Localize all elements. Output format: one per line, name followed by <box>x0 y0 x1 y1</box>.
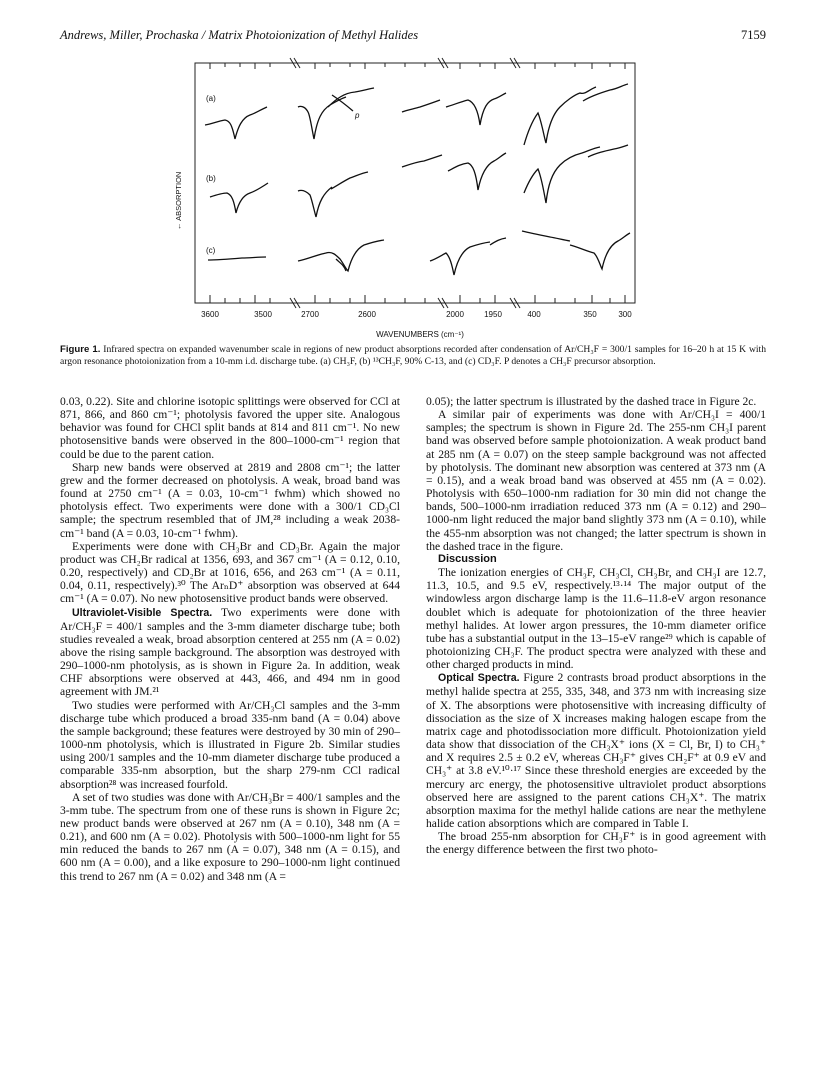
x-tick-2000: 2000 <box>446 310 464 319</box>
x-tick-3600: 3600 <box>201 310 219 319</box>
right-paragraph: The broad 255-nm absorption for CH₃F⁺ is in good agreement with the energy difference between the first two photo- <box>426 830 766 857</box>
left-column <box>60 395 400 883</box>
right-paragraph: The ionization energies of CH₃F, CH₃Cl, CH₃Br, and CH₃I are 12.7, 11.3, 10.5, and 9.5 eV, respectively.¹³·¹⁴ The major output of the windowless argon discharge lamp is the 11.6–11.8-eV argon resonance doublet which is adequate for photoionization of the three heavier methyl halides. At lower argon pressures, the 10-mm diameter orifice tube has a substantial output in the 13–15-eV range²⁹ which is capable of photoionizing CH₃F. The product spectra were analyzed with these and other charged products in mind. <box>426 566 766 672</box>
left-paragraph: A set of two studies was done with Ar/CH₃Br = 400/1 samples and the 3-mm tube. The spectrum from one of these runs is shown in Figure 2c; new product bands were observed at 267 nm (A = 0.10), 348 nm (A = 0.21), and 600 nm (A = 0.02). Photolysis with 500–1000-nm light for 55 min reduced the bands to 267 nm (A = 0.07), 348 nm (A = 0.15), and 600 nm (A = 0.00), and a like exposure to 290–1000-nm light continued this trend to 267 nm (A = 0.02) and 348 nm (A = <box>60 790 400 883</box>
spectrum-trace-a <box>205 84 628 145</box>
top-ticks <box>210 63 625 69</box>
caption-text: Infrared spectra on expanded wavenumber scale in regions of new product absorptions recorded after condensation of Ar/CH₃F = 300/1 samples for 16–20 h at 15 K with argon resonance photoionization from a 10-mm i.d. discharge tube. (a) CH₃F, (b) ¹³CH₃F, 90% C-13, and (c) CD₃F. P denotes a CH₃F precursor absorption. <box>60 344 766 367</box>
paragraph-text: Two experiments were done with Ar/CH₃F = 400/1 samples and the 3-mm diameter discharge tube; both studies revealed a weak, broad absorption centered at 255 nm (A = 0.02) above the rising sample background. The absorption was destroyed with 290–1000-nm photolysis, as is shown in Figure 2a. In addition, weak CHF absorptions were observed at 443, 466, and 494 nm in good agreement with JM.²¹ <box>60 605 401 699</box>
spectrum-trace-b <box>210 145 628 217</box>
x-tick-2600: 2600 <box>358 310 376 319</box>
right-paragraph: A similar pair of experiments was done with Ar/CH₃I = 400/1 samples; the spectrum is shown in Figure 2d. The 255-nm CH₃I parent band was observed before sample photoionization. A weak product band at 285 nm (A = 0.07) on the steep sample background was not affected by photolysis. The dominant new absorption was centered at 373 nm (A = 0.15), and a weak broad band was observed at 455 nm (A = 0.02). Photolysis with 650–1000-nm radiation for 30 min did not change the bands, 500–1000-nm irradiation reduced 373 nm (A = 0.12) and 290–1000-nm light reduced the major band slightly 373 nm (A = 0.10), while the 455-nm absorption was not changed; the latter spectrum is shown in the dashed trace in the figure. <box>426 408 766 553</box>
trace-label-c: (c) <box>206 246 216 255</box>
trace-label-a: (a) <box>206 94 216 103</box>
x-tick-labels <box>201 310 632 319</box>
trace-label-b: (b) <box>206 174 216 183</box>
left-paragraph: Two studies were performed with Ar/CH₃Cl samples and the 3-mm discharge tube which produced a broad 335-nm band (A = 0.04) above the sample background; these features were destroyed by 30 min of 290–1000-nm photolysis, which is illustrated in Figure 2b. Similar studies using 200/1 samples and the 10-mm diameter discharge tube produced a comparable 335-nm absorption, but the sharp 279-nm CCl radical absorption²⁸ was increased fourfold. <box>60 698 400 791</box>
right-column <box>426 395 766 856</box>
x-tick-1950: 1950 <box>484 310 502 319</box>
bottom-ticks <box>210 295 625 303</box>
left-paragraph: Sharp new bands were observed at 2819 and 2808 cm⁻¹; the latter grew and the former decreased on photolysis. A weak, broad band was found at 2750 cm⁻¹ (A = 0.03, 10-cm⁻¹ fwhm) which showed no photolysis effect. Two experiments were done with a 300/1 CD₃Cl sample; the spectrum resembled that of JM,²⁸ including a weak 2038-cm⁻¹ band (A = 0.03, 10-cm⁻¹ fwhm). <box>60 460 400 540</box>
spectrum-trace-c <box>208 231 630 275</box>
x-tick-2700: 2700 <box>301 310 319 319</box>
figure-1 <box>150 55 690 345</box>
caption-label: Figure 1. <box>60 344 101 355</box>
running-head <box>60 28 766 48</box>
x-axis-label: WAVENUMBERS (cm⁻¹) <box>376 330 464 339</box>
figure-caption <box>60 344 766 368</box>
left-paragraph <box>60 606 400 699</box>
section-heading-discussion: Discussion <box>438 552 497 565</box>
x-tick-300: 300 <box>618 310 632 319</box>
precursor-marker: p <box>355 111 360 120</box>
run-in-heading-uv: Ultraviolet-Visible Spectra. <box>72 606 213 619</box>
x-tick-3500: 3500 <box>254 310 272 319</box>
page-number: 7159 <box>741 28 766 42</box>
y-axis-label: ← ABSORPTION <box>174 171 183 230</box>
left-paragraph: 0.03, 0.22). Site and chlorine isotopic splittings were observed for CCl at 871, 866, and 860 cm⁻¹; photolysis favored the upper site. Analogous behavior was found for CHCl split bands at 814 and 811 cm⁻¹. No new photosensitive bands were observed in the 800–1000-cm⁻¹ region that could be due to the parent cation. <box>60 395 400 461</box>
x-tick-350: 350 <box>583 310 597 319</box>
ir-spectra-plot <box>150 55 690 345</box>
run-in-heading-optical: Optical Spectra. <box>438 672 520 685</box>
x-tick-400: 400 <box>527 310 541 319</box>
right-paragraph: 0.05); the latter spectrum is illustrated by the dashed trace in Figure 2c. <box>426 395 757 408</box>
right-paragraph <box>426 671 766 830</box>
axis-breaks <box>290 58 520 308</box>
authors-title: Andrews, Miller, Prochaska / Matrix Photoionization of Methyl Halides <box>60 28 419 42</box>
left-paragraph: Experiments were done with CH₃Br and CD₃Br. Again the major product was CH₂Br radical at 1356, 693, and 367 cm⁻¹ (A = 0.12, 0.10, 0.20, respectively) and CD₂Br at 1016, 656, and 263 cm⁻¹ (A = 0.11, 0.04, 0.11, respectively).³⁰ The ArₙD⁺ absorption was observed at 644 cm⁻¹ (A = 0.07). No new photosensitive product bands were observed. <box>60 539 400 606</box>
paragraph-text: Figure 2 contrasts broad product absorptions in the methyl halide spectra at 255, 335, 348, and 373 nm with increasing size of X. The absorptions were photosensitive with increasing difficulty of dissociation as the size of X increases making halogen escape from the matrix cage and photodissociation more difficult. Photoionization yield data show that dissociation of the CH₃X⁺ ions (X = Cl, Br, I) to CH₃⁺ and X requires 2.5 ± 0.2 eV, whereas CH₃F⁺ gives CH₂F⁺ at 0.9 eV and CH₃⁺ at 3.8 eV.¹⁰·¹⁷ Since these threshold energies are exceeded by the mercury arc energy, the photosensitive ultraviolet product absorptions observed here are assigned to the parent cations CH₃X⁺. The matrix absorption maxima for the methyl halide cations are near the methylene halide cation absorptions which are compared in Table I. <box>426 671 766 830</box>
